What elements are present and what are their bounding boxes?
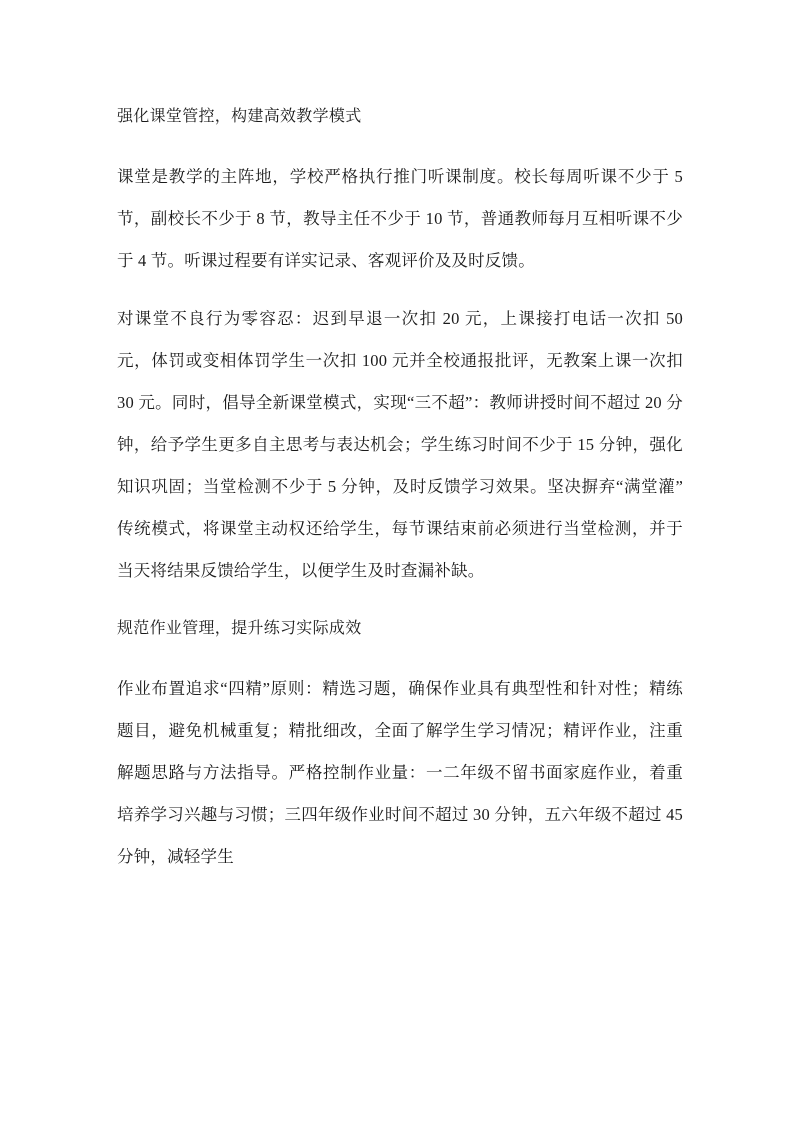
section-heading-classroom-control: 强化课堂管控，构建高效教学模式 [117,108,362,125]
paragraph-classroom-observation: 课堂是教学的主阵地，学校严格执行推门听课制度。校长每周听课不少于 5 节，副校长不少于 8 节，教导主任不少于 10 节，普通教师每月互相听课不少于 4 节。听课过程要有详实记录、客观评价及及时反馈。 [117,167,683,270]
paragraph-classroom-discipline: 对课堂不良行为零容忍：迟到早退一次扣 20 元，上课接打电话一次扣 50 元，体罚或变相体罚学生一次扣 100 元并全校通报批评，无教案上课一次扣 30 元。同时，倡导全新课堂模式，实现“三不超”：教师讲授时间不超过 20 分钟，给予学生更多自主思考与表达机会；学生练习时间不少于 15 分钟，强化知识巩固；当堂检测不少于 5 分钟，及时反馈学习效果。坚决摒弃“满堂灌”传统模式，将课堂主动权还给学生，每节课结束前必须进行当堂检测，并于当天将结果反馈给学生，以便学生及时查漏补缺。 [117,309,683,580]
paragraph-homework-principles: 作业布置追求“四精”原则：精选习题，确保作业具有典型性和针对性；精练题目，避免机械重复；精批细改，全面了解学生学习情况；精评作业，注重解题思路与方法指导。严格控制作业量：一二年级不留书面家庭作业，着重培养学习兴趣与习惯；三四年级作业时间不超过 30 分钟，五六年级不超过 45 分钟，减轻学生 [117,679,683,866]
section-heading-homework-management: 规范作业管理，提升练习实际成效 [117,620,362,637]
block-spacer [117,592,683,608]
document-body [117,96,683,878]
block-spacer [117,650,683,668]
block-spacer [117,138,683,156]
block-spacer [117,282,683,298]
